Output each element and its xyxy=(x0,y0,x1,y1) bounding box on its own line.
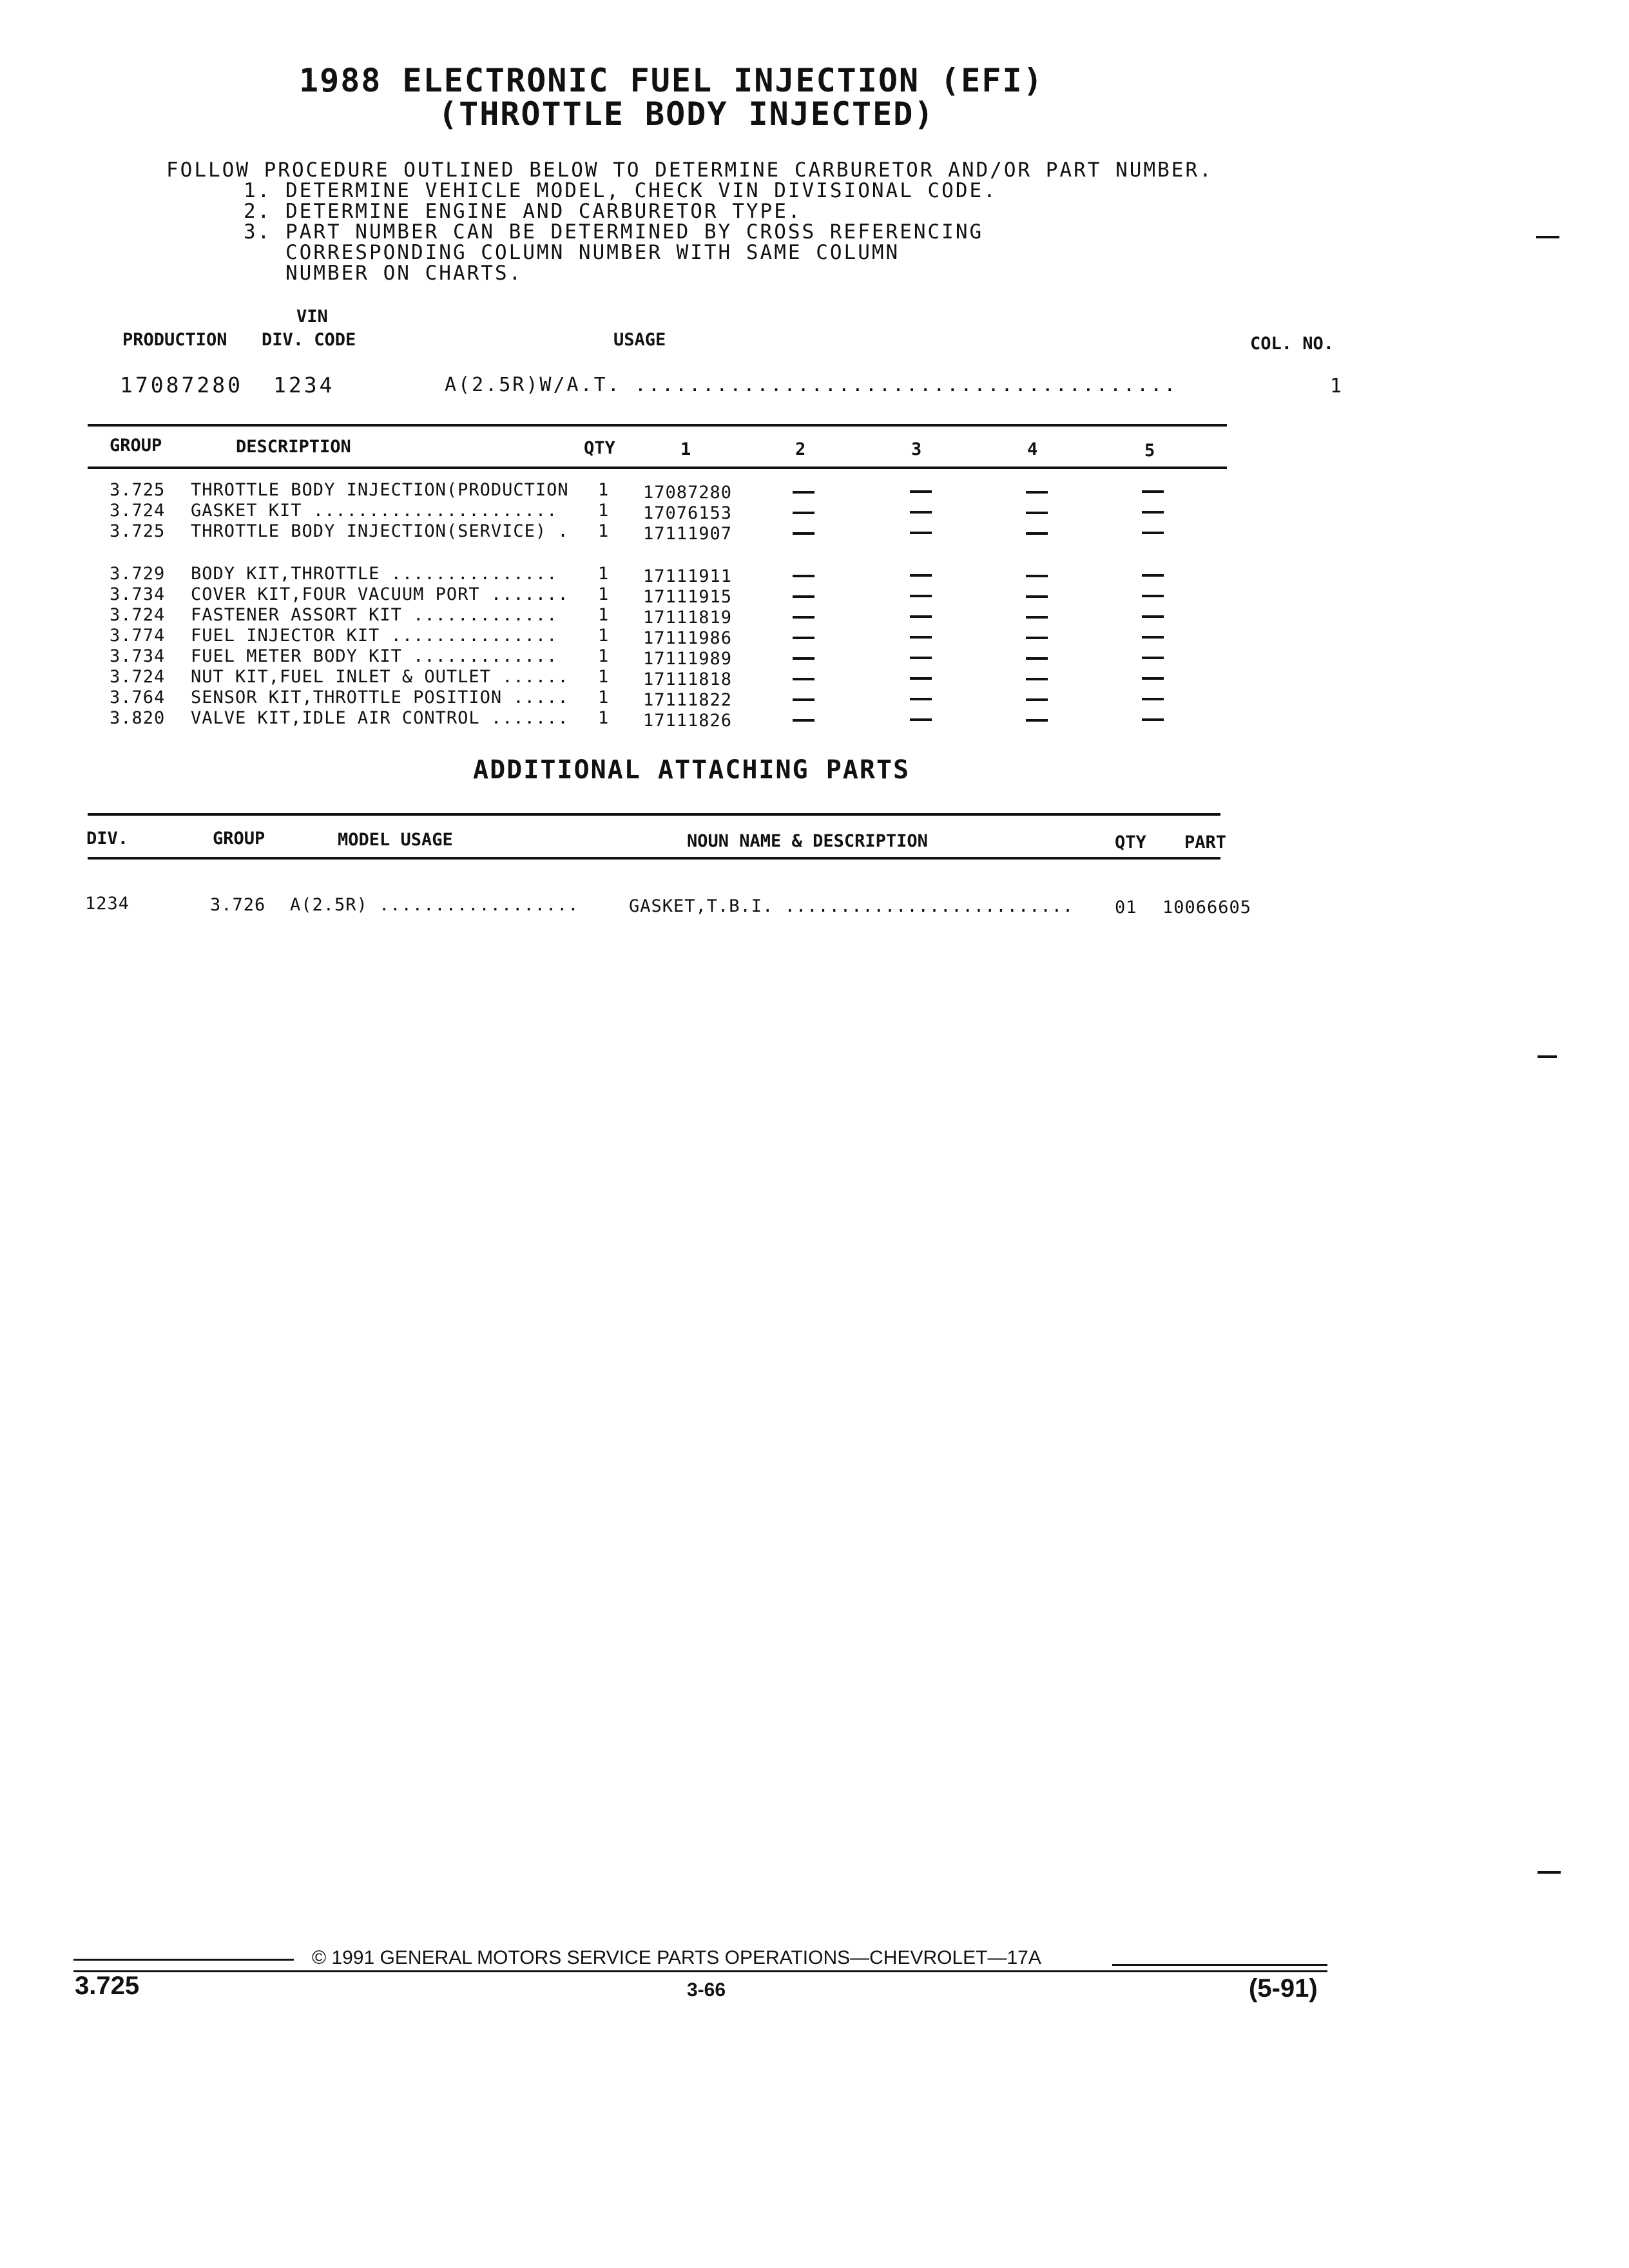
empty-cell-dash xyxy=(1142,677,1164,680)
add-header-part: PART xyxy=(1184,832,1227,852)
additional-top-rule xyxy=(88,813,1220,816)
empty-cell-dash xyxy=(793,512,815,514)
row-qty: 1 xyxy=(598,584,610,604)
margin-tick-mark xyxy=(1536,236,1559,238)
empty-cell-dash xyxy=(1026,637,1048,639)
add-header-qty: QTY xyxy=(1115,832,1146,852)
footer-page-number: 3-66 xyxy=(687,1979,726,2001)
row-qty: 1 xyxy=(598,564,610,584)
parts-table-header-rule xyxy=(88,466,1227,469)
add-header-model-usage: MODEL USAGE xyxy=(338,830,453,850)
row-description: THROTTLE BODY INJECTION(SERVICE) . xyxy=(191,521,569,541)
add-row-noun: GASKET,T.B.I. .......................... xyxy=(629,896,1074,916)
instructions-intro: FOLLOW PROCEDURE OUTLINED BELOW TO DETERMINE CARBURETOR AND/OR PART NUMBER. xyxy=(166,159,1213,182)
empty-cell-dash xyxy=(1026,657,1048,660)
empty-cell-dash xyxy=(1142,574,1164,577)
add-row-part: 10066605 xyxy=(1162,898,1252,918)
footer-date: (5-91) xyxy=(1249,1974,1318,2003)
col-header-usage: USAGE xyxy=(613,330,666,350)
empty-cell-dash xyxy=(1142,718,1164,721)
page-title-line1: 1988 ELECTRONIC FUEL INJECTION (EFI) xyxy=(299,62,1044,99)
col-header-col-no: COL. NO. xyxy=(1250,334,1335,354)
col-header-vin: VIN xyxy=(296,307,328,327)
row-group: 3.764 xyxy=(110,687,166,707)
empty-cell-dash xyxy=(1142,595,1164,597)
row-group: 3.820 xyxy=(110,708,166,728)
empty-cell-dash xyxy=(1026,719,1048,722)
additional-header-rule xyxy=(88,857,1220,860)
empty-cell-dash xyxy=(1142,532,1164,534)
parts-header-col-2: 2 xyxy=(795,439,806,459)
empty-cell-dash xyxy=(793,595,815,598)
footer-rule-left xyxy=(73,1959,294,1961)
production-usage: A(2.5R)W/A.T. ........................................ xyxy=(445,374,1178,396)
row-part-number: 17111915 xyxy=(643,587,733,607)
empty-cell-dash xyxy=(910,615,932,618)
add-header-noun: NOUN NAME & DESCRIPTION xyxy=(687,831,928,851)
empty-cell-dash xyxy=(910,636,932,639)
row-qty: 1 xyxy=(598,605,610,625)
empty-cell-dash xyxy=(793,637,815,639)
add-row-div: 1234 xyxy=(85,894,130,914)
row-group: 3.724 xyxy=(110,605,166,625)
row-group: 3.724 xyxy=(110,667,166,687)
empty-cell-dash xyxy=(793,719,815,722)
row-part-number: 17111822 xyxy=(643,690,733,710)
margin-tick-mark xyxy=(1537,1055,1557,1058)
empty-cell-dash xyxy=(1026,698,1048,701)
empty-cell-dash xyxy=(793,575,815,577)
add-row-group: 3.726 xyxy=(210,895,266,915)
empty-cell-dash xyxy=(793,698,815,701)
row-group: 3.774 xyxy=(110,626,166,646)
instruction-step-3-cont2: NUMBER ON CHARTS. xyxy=(244,262,523,285)
empty-cell-dash xyxy=(793,616,815,619)
row-group: 3.729 xyxy=(110,564,166,584)
parts-header-col-1: 1 xyxy=(680,439,691,459)
row-qty: 1 xyxy=(598,501,610,521)
footer-rule-right xyxy=(1112,1964,1327,1966)
row-qty: 1 xyxy=(598,667,610,687)
empty-cell-dash xyxy=(1142,490,1164,493)
empty-cell-dash xyxy=(910,595,932,597)
row-part-number: 17111826 xyxy=(643,711,733,731)
empty-cell-dash xyxy=(910,574,932,577)
empty-cell-dash xyxy=(1026,491,1048,494)
instruction-step-1: 1. DETERMINE VEHICLE MODEL, CHECK VIN DIVISIONAL CODE. xyxy=(244,179,998,202)
row-part-number: 17111819 xyxy=(643,608,733,628)
row-description: FUEL METER BODY KIT ............. xyxy=(191,646,558,666)
empty-cell-dash xyxy=(793,657,815,660)
footer-rule-bottom xyxy=(73,1970,1327,1972)
parts-header-group: GROUP xyxy=(110,436,162,456)
empty-cell-dash xyxy=(1142,615,1164,618)
instruction-step-3-cont1: CORRESPONDING COLUMN NUMBER WITH SAME COLUMN xyxy=(244,241,900,264)
empty-cell-dash xyxy=(1026,532,1048,535)
row-part-number: 17111986 xyxy=(643,628,733,648)
col-header-production: PRODUCTION xyxy=(122,330,227,350)
row-part-number: 17111911 xyxy=(643,566,733,586)
row-description: FASTENER ASSORT KIT ............. xyxy=(191,605,558,625)
row-part-number: 17111818 xyxy=(643,669,733,689)
empty-cell-dash xyxy=(1026,595,1048,598)
row-qty: 1 xyxy=(598,626,610,646)
row-qty: 1 xyxy=(598,708,610,728)
empty-cell-dash xyxy=(910,677,932,680)
footer-section-code: 3.725 xyxy=(75,1972,140,2000)
vin-div-code: 1234 xyxy=(273,372,335,398)
empty-cell-dash xyxy=(793,491,815,494)
add-row-model-usage: A(2.5R) .................. xyxy=(290,895,579,915)
parts-header-col-3: 3 xyxy=(911,439,922,459)
empty-cell-dash xyxy=(1142,511,1164,514)
row-group: 3.725 xyxy=(110,480,166,500)
row-description: COVER KIT,FOUR VACUUM PORT ....... xyxy=(191,584,569,604)
empty-cell-dash xyxy=(910,657,932,659)
empty-cell-dash xyxy=(793,678,815,680)
parts-header-description: DESCRIPTION xyxy=(236,437,351,457)
instruction-step-3: 3. PART NUMBER CAN BE DETERMINED BY CROSS REFERENCING xyxy=(244,220,984,244)
parts-header-col-4: 4 xyxy=(1027,439,1038,459)
row-description: FUEL INJECTOR KIT ............... xyxy=(191,626,558,646)
row-qty: 1 xyxy=(598,687,610,707)
add-row-qty: 01 xyxy=(1115,898,1137,918)
empty-cell-dash xyxy=(1142,698,1164,700)
empty-cell-dash xyxy=(910,511,932,514)
row-description: GASKET KIT ...................... xyxy=(191,501,558,521)
margin-tick-mark xyxy=(1537,1871,1561,1874)
row-description: SENSOR KIT,THROTTLE POSITION ..... xyxy=(191,687,569,707)
empty-cell-dash xyxy=(1142,636,1164,639)
row-part-number: 17111989 xyxy=(643,649,733,669)
add-header-group: GROUP xyxy=(213,829,265,849)
row-description: VALVE KIT,IDLE AIR CONTROL ....... xyxy=(191,708,569,728)
row-description: BODY KIT,THROTTLE ............... xyxy=(191,564,558,584)
page-title-line2: (THROTTLE BODY INJECTED) xyxy=(438,95,935,133)
row-part-number: 17111907 xyxy=(643,524,733,544)
empty-cell-dash xyxy=(910,532,932,534)
row-description: THROTTLE BODY INJECTION(PRODUCTION xyxy=(191,480,569,500)
row-qty: 1 xyxy=(598,646,610,666)
empty-cell-dash xyxy=(793,532,815,535)
parts-header-col-5: 5 xyxy=(1144,441,1155,461)
instruction-step-2: 2. DETERMINE ENGINE AND CARBURETOR TYPE. xyxy=(244,200,802,223)
empty-cell-dash xyxy=(1026,512,1048,514)
row-part-number: 17076153 xyxy=(643,503,733,523)
col-header-div-code: DIV. CODE xyxy=(262,330,356,350)
empty-cell-dash xyxy=(1026,678,1048,680)
empty-cell-dash xyxy=(1142,657,1164,659)
empty-cell-dash xyxy=(910,698,932,700)
empty-cell-dash xyxy=(1026,575,1048,577)
row-qty: 1 xyxy=(598,521,610,541)
production-number: 17087280 xyxy=(120,372,243,398)
row-group: 3.734 xyxy=(110,646,166,666)
additional-parts-title: ADDITIONAL ATTACHING PARTS xyxy=(473,755,911,785)
parts-table-top-rule xyxy=(88,424,1227,427)
row-qty: 1 xyxy=(598,480,610,500)
footer-copyright: © 1991 GENERAL MOTORS SERVICE PARTS OPERATIONS—CHEVROLET—17A xyxy=(312,1947,1041,1968)
empty-cell-dash xyxy=(1026,616,1048,619)
row-group: 3.725 xyxy=(110,521,166,541)
parts-header-qty: QTY xyxy=(584,438,615,458)
add-header-div: DIV. xyxy=(86,829,129,849)
row-group: 3.724 xyxy=(110,501,166,521)
empty-cell-dash xyxy=(910,490,932,493)
empty-cell-dash xyxy=(910,718,932,721)
row-part-number: 17087280 xyxy=(643,483,733,503)
row-description: NUT KIT,FUEL INLET & OUTLET ...... xyxy=(191,667,569,687)
col-number: 1 xyxy=(1330,375,1345,398)
row-group: 3.734 xyxy=(110,584,166,604)
